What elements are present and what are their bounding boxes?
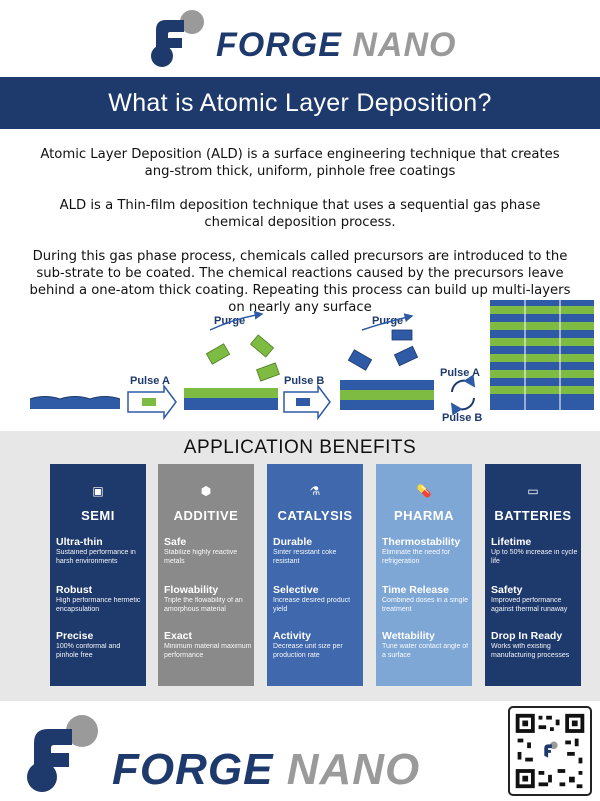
benefit-title: Time Release xyxy=(382,584,449,596)
benefit-item xyxy=(56,536,144,566)
pill-icon: 💊 xyxy=(416,484,432,498)
benefit-title: Exact xyxy=(164,630,193,642)
benefit-column-semi xyxy=(50,464,146,686)
column-heading: ADDITIVE xyxy=(173,508,239,523)
benefit-item xyxy=(382,630,470,660)
benefit-column-additive xyxy=(158,464,254,686)
benefit-column-batteries xyxy=(485,464,581,686)
benefit-title: Thermostability xyxy=(382,536,461,548)
logo-word-forge: FORGE xyxy=(112,745,274,794)
benefit-item xyxy=(273,630,361,660)
multilayer-stack xyxy=(490,300,594,410)
column-heading: BATTERIES xyxy=(494,508,572,523)
benefit-desc: Works with existing manufacturing processes xyxy=(491,643,570,659)
benefit-title: Durable xyxy=(273,536,313,548)
substrate-pulse-b xyxy=(340,380,434,410)
benefit-item xyxy=(273,536,361,566)
benefit-desc: Sustained performance in harsh environments xyxy=(56,549,136,565)
benefit-title: Flowability xyxy=(164,584,219,596)
title-banner xyxy=(0,77,600,129)
column-heading: SEMI xyxy=(81,508,115,523)
benefit-title: Drop In Ready xyxy=(491,630,563,642)
bare-substrate xyxy=(30,397,120,410)
pulse-b-arrow xyxy=(284,386,330,418)
benefit-desc: Improved performance against thermal runaway xyxy=(491,597,568,613)
benefit-title: Robust xyxy=(56,584,93,596)
benefit-desc: Sinter resistant coke resistant xyxy=(273,549,337,565)
benefit-column-pharma xyxy=(376,464,472,686)
cycle-pulse-b-label: Pulse B xyxy=(442,412,483,424)
benefit-item xyxy=(491,536,579,566)
purge-2-label: Purge xyxy=(372,315,404,327)
page-title: What is Atomic Layer Deposition? xyxy=(108,88,492,117)
chip-icon: ▣ xyxy=(92,484,104,498)
benefit-desc: Increase desired product yield xyxy=(273,597,351,613)
pulse-b-label: Pulse B xyxy=(284,375,325,387)
benefit-desc: Decrease unit size per production rate xyxy=(273,643,343,659)
benefit-title: Wettability xyxy=(382,630,435,642)
benefit-item xyxy=(164,630,252,660)
benefit-desc: Stabilize highly reactive metals xyxy=(164,549,238,565)
benefit-desc: Tune water contact angle of a surface xyxy=(382,643,469,659)
pulse-a-arrow xyxy=(128,386,176,418)
column-heading: CATALYSIS xyxy=(277,508,353,523)
benefit-item xyxy=(164,536,252,566)
pulse-a-label: Pulse A xyxy=(130,375,170,387)
logo-word-nano: NANO xyxy=(286,745,421,794)
footer xyxy=(0,701,600,801)
cube-icon: ⬢ xyxy=(200,484,212,498)
benefit-title: Ultra-thin xyxy=(56,536,103,548)
purge-1-label: Purge xyxy=(214,315,246,327)
forge-nano-logo-header xyxy=(148,8,478,68)
benefit-item xyxy=(56,584,144,614)
cycle-arrows-icon xyxy=(452,381,474,410)
benefit-desc: Up to 50% increase in cycle life xyxy=(491,549,578,565)
benefit-item xyxy=(164,584,252,614)
precursor-b-molecules xyxy=(348,330,417,370)
benefit-desc: High performance hermetic encapsulation xyxy=(56,597,141,613)
benefit-item xyxy=(56,630,144,660)
benefit-item xyxy=(491,630,579,660)
intro-paragraph: During this gas phase process, chemicals called precursors are introduced to the sub-strate to be coated. The chemical reactions caused by the precursors leave behind a one-atom thick coating. Repeating this process can build up multi-layers on nearly any surface xyxy=(29,249,571,315)
benefit-title: Precise xyxy=(56,630,94,642)
benefit-title: Lifetime xyxy=(491,536,532,548)
application-benefits-section xyxy=(0,431,600,701)
benefit-item xyxy=(382,536,470,566)
substrate-pulse-a xyxy=(184,388,278,410)
forge-nano-mark-icon xyxy=(148,8,212,68)
flask-icon: ⚗ xyxy=(309,484,321,498)
benefit-title: Activity xyxy=(273,630,311,642)
precursor-a-molecules xyxy=(206,335,279,381)
benefit-item xyxy=(382,584,470,614)
benefit-desc: Combined doses in a single treatment xyxy=(382,597,468,613)
cycle-pulse-a-label: Pulse A xyxy=(440,367,480,379)
intro-paragraph: Atomic Layer Deposition (ALD) is a surface engineering technique that creates ang-strom thick, uniform, pinhole free coatings xyxy=(40,147,560,179)
benefit-column-catalysis xyxy=(267,464,363,686)
benefit-title: Safety xyxy=(491,584,523,596)
benefit-item xyxy=(491,584,579,614)
forge-nano-mark-icon xyxy=(24,713,108,793)
logo-word-nano: NANO xyxy=(352,26,457,64)
battery-icon: ▭ xyxy=(527,484,539,498)
forge-nano-logo-footer xyxy=(24,713,444,793)
benefit-title: Safe xyxy=(164,536,187,548)
benefit-desc: Eliminate the need for refrigeration xyxy=(382,549,451,565)
logo-word-forge: FORGE xyxy=(216,26,342,64)
benefit-desc: Minimum material maximum performance xyxy=(164,643,252,659)
benefits-title: APPLICATION BENEFITS xyxy=(183,437,417,458)
intro-paragraph: ALD is a Thin-film deposition technique that uses a sequential gas phase chemical deposition process. xyxy=(59,198,541,230)
benefit-desc: 100% conformal and pinhole free xyxy=(56,643,121,659)
benefit-title: Selective xyxy=(273,584,319,596)
benefit-desc: Triple the flowability of an amorphous material xyxy=(164,597,243,613)
column-heading: PHARMA xyxy=(393,508,455,523)
ald-process-diagram xyxy=(0,300,600,430)
qr-code-icon[interactable] xyxy=(508,706,592,796)
benefit-item xyxy=(273,584,361,614)
